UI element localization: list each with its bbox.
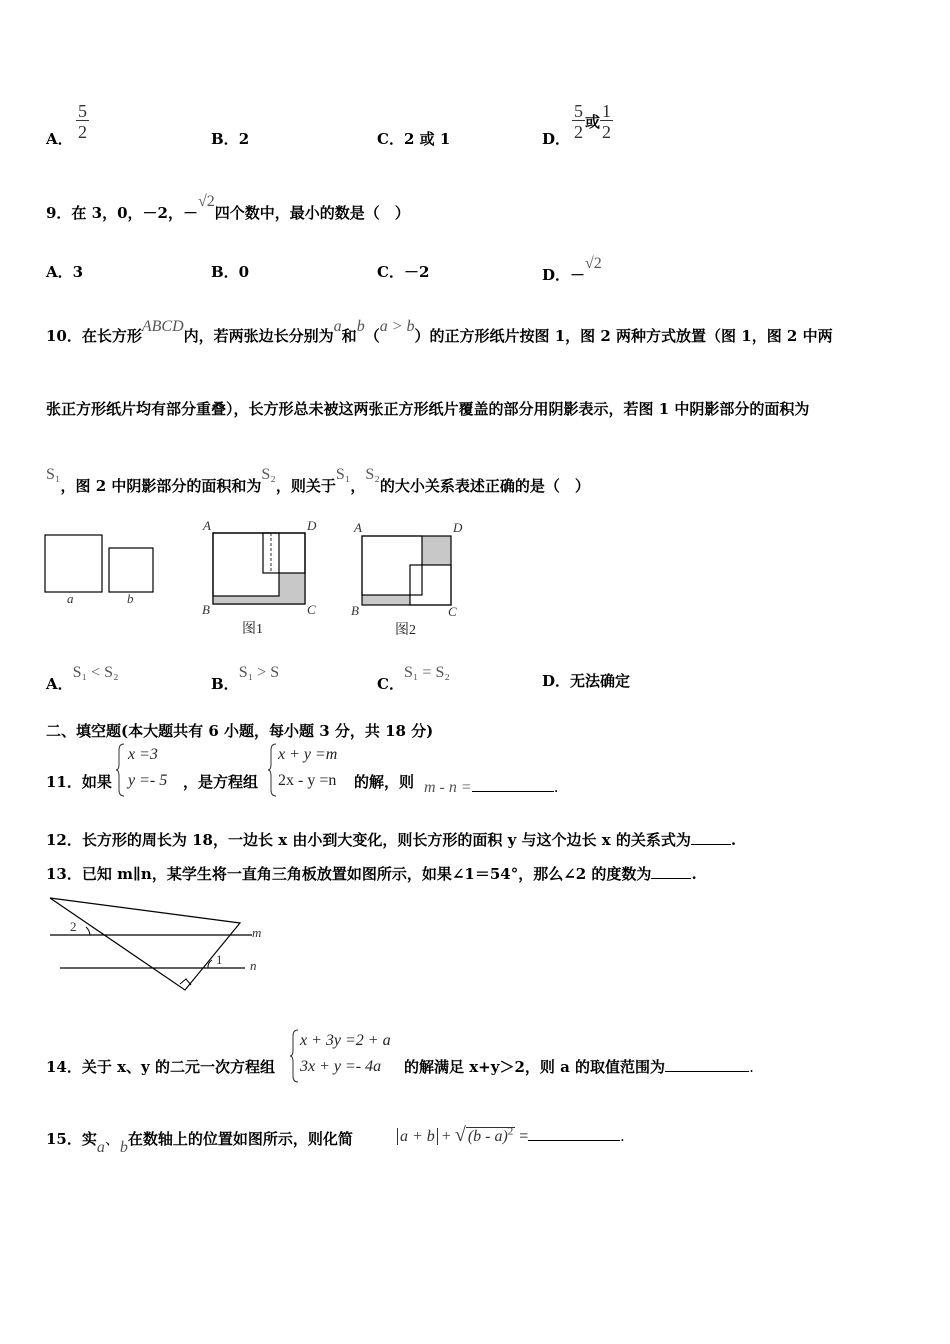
q14-system: x + 3y =2 + a 3x + y =- 4a — [290, 1028, 400, 1084]
figure-2 — [351, 520, 463, 638]
fig1-caption: 图1 — [242, 622, 263, 637]
q9-option-d: D．－$^{√2}$ — [542, 255, 602, 284]
fig1-vertex-a: A — [203, 518, 211, 533]
section-2-title: 二、填空题(本大题共有 6 小题，每小题 3 分，共 18 分) — [46, 722, 434, 740]
q14-prefix: 14．关于 x、y 的二元一次方程组 — [46, 1058, 275, 1076]
fig2-vertex-a: A — [354, 520, 362, 535]
label-angle-2: 2 — [70, 919, 77, 934]
q15-abs-expr: a + b — [397, 1128, 438, 1145]
brace-icon — [268, 742, 278, 798]
square-b — [109, 548, 153, 592]
q12-stem: 12．长方形的周长为 18，一边长 x 由小到大变化，则长方形的面积 y 与这个边长 x 的关系式为 . — [46, 831, 737, 849]
fig2-vertex-b: B — [351, 603, 359, 618]
fig1-vertex-b: B — [202, 602, 210, 617]
q11-expression: m - n = . — [424, 778, 559, 796]
q10-stem-line2: 张正方形纸片均有部分重叠），长方形总未被这两张正方形纸片覆盖的部分用阴影表示，若图 1 中阴影部分的面积为 — [46, 400, 810, 418]
fig1-square-a — [213, 533, 279, 596]
fig2-vertex-c: C — [448, 604, 457, 619]
q10-option-a: A．$^{S_1 < S_2}$ — [46, 664, 119, 693]
q9-option-a: A．3 — [46, 263, 84, 281]
q10-option-d: D．无法确定 — [542, 672, 631, 690]
fig1-shaded-region — [213, 573, 305, 604]
q15-expression: a + b + √ (b - a)$^2$ = . — [397, 1124, 624, 1147]
q14-suffix: 的解满足 x+y＞2，则 a 的取值范围为 . — [404, 1058, 754, 1076]
q12-answer-blank — [691, 844, 731, 845]
angle-2-arc — [86, 927, 90, 935]
q15-stem: 15．实$_a$、$_b$在数轴上的位置如图所示，则化简 — [46, 1130, 353, 1156]
q11-system-1: x =3 y =- 5 — [116, 742, 186, 798]
label-m: m — [252, 925, 262, 940]
q15-sqrt-expr: (b - a)$^2$ — [467, 1125, 514, 1145]
fig2-caption: 图2 — [395, 623, 416, 638]
fig1-vertex-c: C — [307, 602, 316, 617]
q11-prefix: 11．如果 — [46, 773, 112, 791]
q8-a-numerator: 5 — [78, 101, 87, 121]
q8-option-c: C．2 或 1 — [377, 130, 451, 148]
q8-option-d-value: $\frac{5}{2}$ 或 $\frac{1}{2}$ — [574, 101, 612, 142]
q11-system-2: x + y =m 2x - y =n — [268, 742, 358, 798]
q9-option-c: C．－2 — [377, 263, 430, 281]
q8-option-b: B．2 — [211, 130, 250, 148]
figure-1 — [202, 518, 317, 637]
square-a — [45, 535, 102, 592]
fig1-square-b — [263, 533, 305, 573]
q8-option-d-label: D． — [542, 130, 571, 148]
label-n: n — [250, 958, 257, 973]
q9-stem: 9．在 3，0，－2，－$^{√2}$四个数中，最小的数是（ ） — [46, 193, 410, 222]
q10-stem-line1: 10．在长方形$^{ABCD}$内，若两张边长分别为$^a$和$^b$（$^{a > b}$）的正方形纸片按图 1，图 2 两种方式放置（图 1，图 2 中两 — [46, 318, 833, 345]
q10-figures — [40, 515, 480, 645]
brace-icon — [290, 1028, 300, 1084]
q14-answer-blank — [665, 1071, 749, 1072]
label-b: b — [127, 591, 134, 606]
q9-option-b: B．0 — [211, 263, 250, 281]
triangle — [50, 898, 240, 990]
fig2-shaded-top — [422, 536, 451, 565]
fig2-square-b — [410, 565, 451, 605]
q9-sqrt2: √2 — [197, 193, 215, 210]
q10-stem-line3: $^{S_1}$，图 2 中阴影部分的面积和为$^{S_2}$，则关于$^{S_1}$，$^{S_2}$的大小关系表述正确的是（ ） — [46, 466, 590, 495]
q13-stem: 13．已知 m∥n，某学生将一直角三角板放置如图所示，如果∠1＝54°，那么∠2 的度数为 . — [46, 865, 697, 883]
label-angle-1: 1 — [216, 952, 223, 967]
fig2-vertex-d: D — [453, 520, 463, 535]
q11-suffix: 的解，则 — [354, 773, 415, 791]
q13-figure — [40, 890, 280, 1000]
q10-option-c: C．$^{S_1 = S_2}$ — [377, 664, 450, 693]
q11-mid: ，是方程组 — [183, 773, 259, 791]
q15-answer-blank — [528, 1140, 620, 1141]
brace-icon — [116, 742, 126, 798]
q8-a-denominator: 2 — [78, 122, 87, 142]
fig1-vertex-d: D — [307, 518, 317, 533]
q13-answer-blank — [651, 878, 691, 879]
q11-answer-blank — [472, 791, 554, 792]
q8-option-a-fraction — [76, 102, 89, 141]
label-a: a — [67, 591, 74, 606]
q8-option-a-label: A． — [46, 130, 73, 148]
fig2-shaded-bottom — [362, 595, 410, 605]
q10-option-b: B．$^{S_1 > S}$ — [211, 664, 280, 693]
